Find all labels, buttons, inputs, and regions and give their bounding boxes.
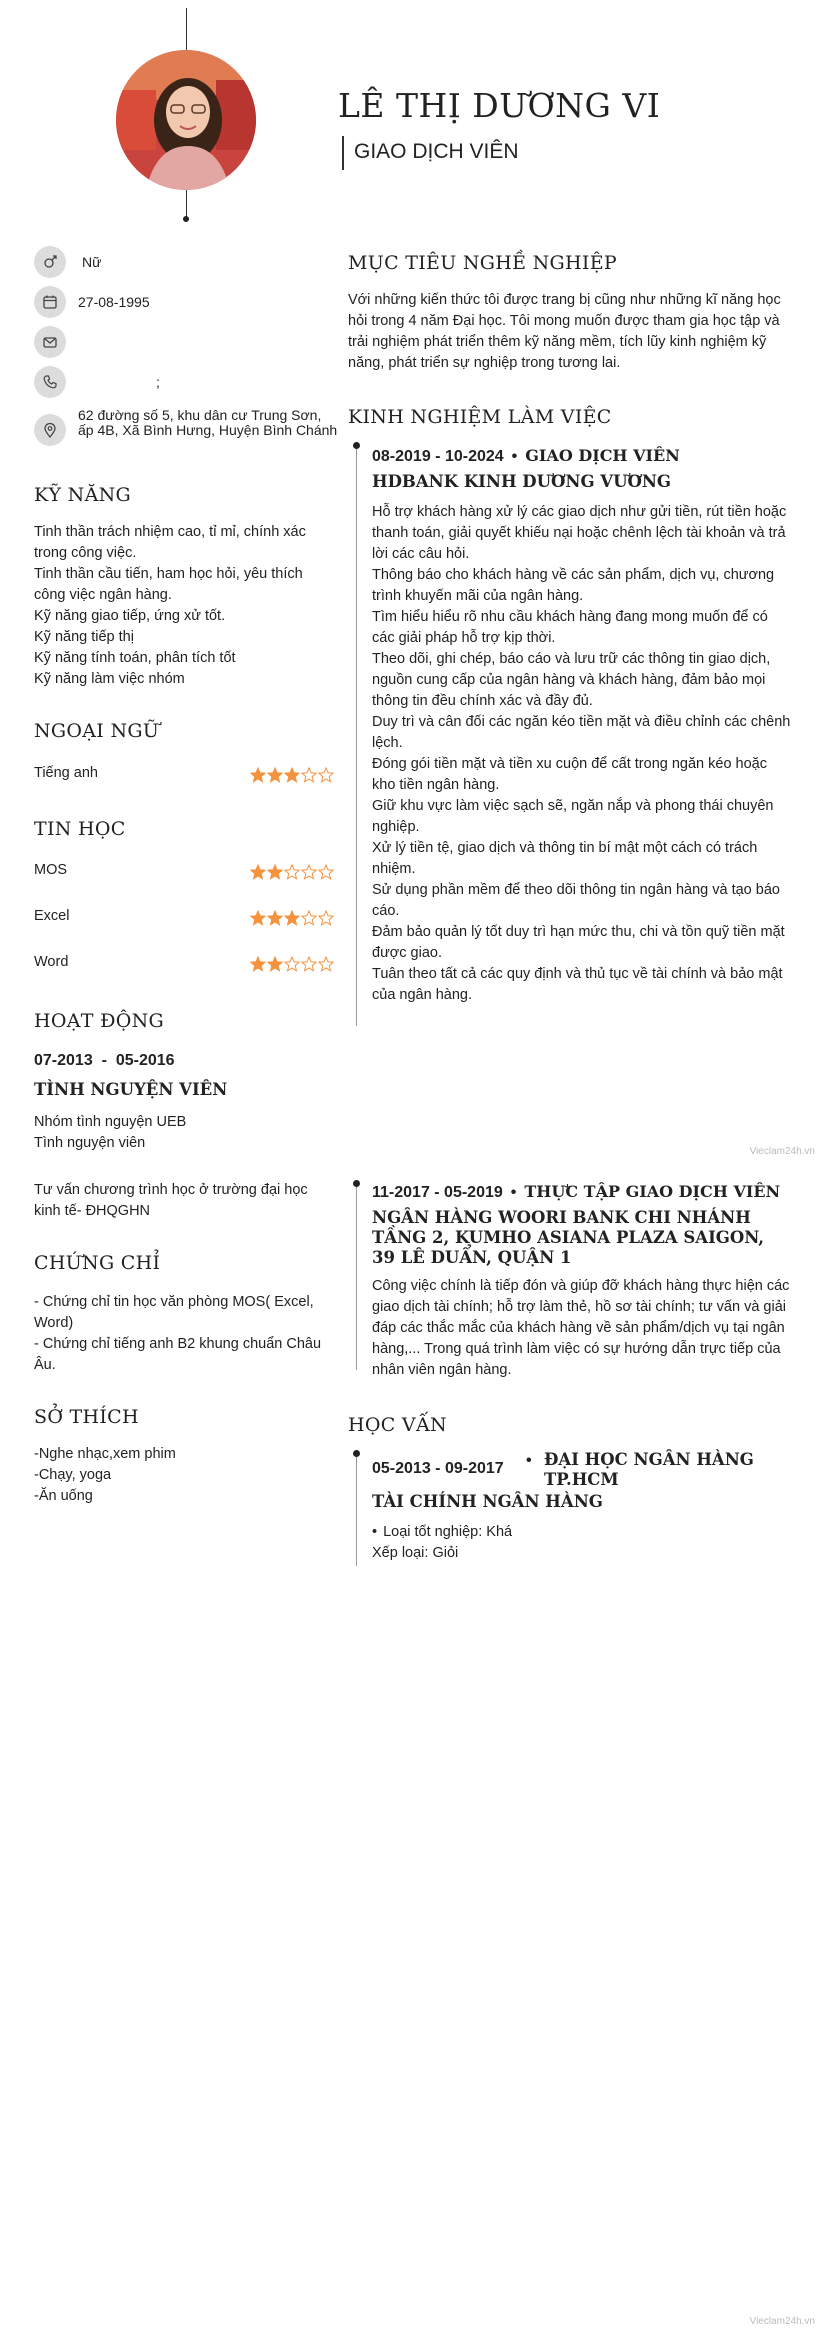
- star-empty-icon: [318, 864, 334, 880]
- rating-stars: [250, 956, 334, 972]
- duty-line: Hỗ trợ khách hàng xử lý các giao dịch như gửi tiền, rút tiền hoặc thanh toán, giải quyết khiếu nại hoặc chênh lệch tài khoản và trả lời các câu hỏi.: [372, 504, 787, 562]
- timeline-dot: [353, 1450, 360, 1457]
- star-empty-icon: [301, 864, 317, 880]
- job-company: NGÂN HÀNG WOORI BANK CHI NHÁNH TẦNG 2, KUMHO ASIANA PLAZA SAIGON, 39 LÊ DUẨN, QUẬN 1: [372, 1208, 765, 1267]
- job-position: THỰC TẬP GIAO DỊCH VIÊN: [524, 1182, 781, 1201]
- candidate-name: LÊ THỊ DƯƠNG VI: [338, 86, 661, 125]
- rating-stars: [250, 910, 334, 926]
- objective-title: MỤC TIÊU NGHỀ NGHIỆP: [348, 252, 617, 274]
- computer-skill-row: [34, 908, 334, 930]
- duty-line: Thông báo cho khách hàng về các sản phẩm, dịch vụ, chương trình khuyến mãi của ngân hàng.: [372, 567, 775, 604]
- star-empty-icon: [301, 910, 317, 926]
- star-empty-icon: [284, 956, 300, 972]
- star-empty-icon: [284, 864, 300, 880]
- star-filled-icon: [250, 767, 266, 783]
- duty-line: Sử dụng phần mềm để theo dõi thông tin ngân hàng và tạo báo cáo.: [372, 882, 780, 919]
- timeline-line: [356, 446, 357, 1026]
- hobbies-title: SỞ THÍCH: [34, 1406, 139, 1428]
- duty-line: Đóng gói tiền mặt và tiền xu cuộn để cất trong ngăn kéo hoặc kho tiền ngân hàng.: [372, 756, 767, 793]
- address-text: 62 đường số 5, khu dân cư Trung Sơn, ấp 4B, Xã Bình Hưng, Huyện Bình Chánh: [78, 407, 338, 438]
- star-filled-icon: [267, 910, 283, 926]
- education-date: 05-2013 - 09-2017: [372, 1460, 504, 1477]
- timeline-line: [356, 1456, 357, 1566]
- computer-skill-row: [34, 862, 334, 884]
- star-filled-icon: [250, 864, 266, 880]
- header-top-line: [186, 8, 187, 50]
- star-empty-icon: [301, 767, 317, 783]
- activities-title: HOẠT ĐỘNG: [34, 1010, 164, 1032]
- education-major: TÀI CHÍNH NGÂN HÀNG: [372, 1492, 603, 1511]
- birthday-text: 27-08-1995: [78, 294, 150, 310]
- job-date: 08-2019 - 10-2024: [372, 448, 504, 465]
- star-filled-icon: [267, 864, 283, 880]
- skill-line: Kỹ năng giao tiếp, ứng xử tốt.: [34, 608, 226, 624]
- star-empty-icon: [301, 956, 317, 972]
- education-bullet: •: [526, 1452, 532, 1469]
- job-header: 11-2017 - 05-2019 • THỰC TẬP GIAO DỊCH VIÊN: [372, 1182, 781, 1201]
- skills-list: [34, 522, 334, 690]
- job-duties: [372, 502, 792, 1006]
- timeline-dot: [353, 442, 360, 449]
- rating-stars: [250, 767, 334, 783]
- role-divider: [342, 136, 344, 170]
- skill-line: Kỹ năng làm việc nhóm: [34, 671, 185, 687]
- watermark-text: Vieclam24h.vn: [749, 1146, 815, 1157]
- languages-title: NGOẠI NGỮ: [34, 720, 160, 742]
- certificate-line: - Chứng chỉ tiếng anh B2 khung chuẩn Châu Âu.: [34, 1336, 322, 1373]
- duty-line: Giữ khu vực làm việc sạch sẽ, ngăn nắp và phong thái chuyên nghiệp.: [372, 798, 774, 835]
- activity-description: Tư vấn chương trình học ở trường đại học kinh tế- ĐHQGHN: [34, 1182, 308, 1219]
- hobby-line: -Chạy, yoga: [34, 1467, 112, 1483]
- language-row: [34, 765, 334, 787]
- hobby-line: -Nghe nhạc,xem phim: [34, 1446, 176, 1462]
- phone-text: ;: [156, 374, 160, 390]
- timeline-dot: [353, 1180, 360, 1187]
- star-filled-icon: [250, 910, 266, 926]
- job-date: 11-2017 - 05-2019: [372, 1184, 503, 1201]
- gender-icon: [34, 246, 66, 278]
- duty-line: Duy trì và cân đối các ngăn kéo tiền mặt và điều chỉnh các chênh lệch.: [372, 714, 791, 751]
- calendar-icon: [34, 286, 66, 318]
- avatar: [116, 50, 256, 190]
- computer-skill-label: Word: [34, 954, 69, 970]
- skill-line: Tinh thần trách nhiệm cao, tỉ mỉ, chính xác trong công việc.: [34, 524, 306, 561]
- duty-line: Tìm hiểu hiểu rõ nhu cầu khách hàng đang mong muốn để có các giải pháp hỗ trợ kịp thời.: [372, 609, 768, 646]
- star-empty-icon: [318, 910, 334, 926]
- computer-skill-label: Excel: [34, 908, 70, 924]
- computer-skills-title: TIN HỌC: [34, 818, 126, 840]
- header-bottom-line: [186, 190, 187, 218]
- education-title: HỌC VẤN: [348, 1414, 447, 1436]
- computer-skill-label: MOS: [34, 862, 68, 878]
- phone-icon: [34, 366, 66, 398]
- skill-line: Tinh thần cầu tiến, ham học hỏi, yêu thích công việc ngân hàng.: [34, 566, 303, 603]
- language-label: Tiếng anh: [34, 765, 98, 781]
- objective-text: Với những kiến thức tôi được trang bị cũng như những kĩ năng học hỏi trong 4 năm Đại học. Tôi mong muốn được tham gia học tập và trải nghiệm phát triển thêm kỹ năng mềm, tích lũy kinh nghiệm kỹ năng, phát triển sự nghiệp trong tương lai.: [348, 292, 781, 371]
- star-empty-icon: [318, 767, 334, 783]
- candidate-role: GIAO DỊCH VIÊN: [354, 140, 519, 163]
- duty-line: Đảm bảo quản lý tốt duy trì hạn mức thu, chi và tồn quỹ tiền mặt được giao.: [372, 924, 785, 961]
- star-filled-icon: [284, 910, 300, 926]
- watermark-text: Vieclam24h.vn: [749, 2316, 815, 2327]
- certificates-list: [34, 1292, 334, 1376]
- job-company: HDBANK KINH DƯƠNG VƯƠNG: [372, 472, 672, 491]
- skill-line: Kỹ năng tiếp thị: [34, 629, 134, 645]
- email-icon: [34, 326, 66, 358]
- star-filled-icon: [267, 767, 283, 783]
- rating-stars: [250, 864, 334, 880]
- duty-line: Theo dõi, ghi chép, báo cáo và lưu trữ các thông tin giao dịch, nguồn cung cấp của ngân hàng và khách hàng, đảm bảo mọi thông tin đều chính xác và đầy đủ.: [372, 651, 771, 709]
- certificates-title: CHỨNG CHỈ: [34, 1252, 161, 1274]
- skill-line: Kỹ năng tính toán, phân tích tốt: [34, 650, 236, 666]
- header-line-dot: [183, 216, 189, 222]
- education-school: ĐẠI HỌC NGÂN HÀNG TP.HCM: [544, 1450, 754, 1489]
- experience-title: KINH NGHIỆM LÀM VIỆC: [348, 406, 612, 428]
- star-filled-icon: [267, 956, 283, 972]
- education-rank: Xếp loại: Giỏi: [372, 1545, 459, 1561]
- certificate-line: - Chứng chỉ tin học văn phòng MOS( Excel, Word): [34, 1294, 314, 1331]
- star-empty-icon: [318, 956, 334, 972]
- activity-role: Tình nguyện viên: [34, 1135, 146, 1151]
- skills-title: KỸ NĂNG: [34, 484, 132, 506]
- job-description: Công việc chính là tiếp đón và giúp đỡ khách hàng thực hiện các giao dịch tài chính; hỗ trợ làm thẻ, hồ sơ tài chính; tư vấn và giải đáp các thắc mắc của khách hàng về sản phẩm/dịch vụ tại ngân hàng,... Trong quá trình làm việc có sự hướng dẫn trực tiếp của nhân viên ngân hàng.: [372, 1278, 790, 1378]
- location-icon: [34, 414, 66, 446]
- job-header: 08-2019 - 10-2024 • GIAO DỊCH VIÊN: [372, 446, 680, 465]
- grad-text: Loại tốt nghiệp: Khá: [383, 1524, 513, 1540]
- duty-line: Tuân theo tất cả các quy định và thủ tục về tài chính và bảo mật của ngân hàng.: [372, 966, 783, 1003]
- hobbies-list: [34, 1444, 334, 1507]
- duty-line: Xử lý tiền tệ, giao dịch và thông tin bí mật một cách có trách nhiệm.: [372, 840, 758, 877]
- activity-org: Nhóm tình nguyện UEB: [34, 1114, 187, 1130]
- timeline-line: [356, 1186, 357, 1370]
- activity-position: TÌNH NGUYỆN VIÊN: [34, 1080, 228, 1099]
- education-grad: [372, 1522, 512, 1543]
- list-bullet: •: [372, 1524, 378, 1540]
- activity-date: 07-2013 - 05-2016: [34, 1052, 175, 1069]
- star-filled-icon: [284, 767, 300, 783]
- computer-skill-row: [34, 954, 334, 976]
- star-filled-icon: [250, 956, 266, 972]
- hobby-line: -Ăn uống: [34, 1488, 93, 1504]
- job-position: GIAO DỊCH VIÊN: [525, 446, 680, 465]
- gender-text: Nữ: [82, 254, 102, 270]
